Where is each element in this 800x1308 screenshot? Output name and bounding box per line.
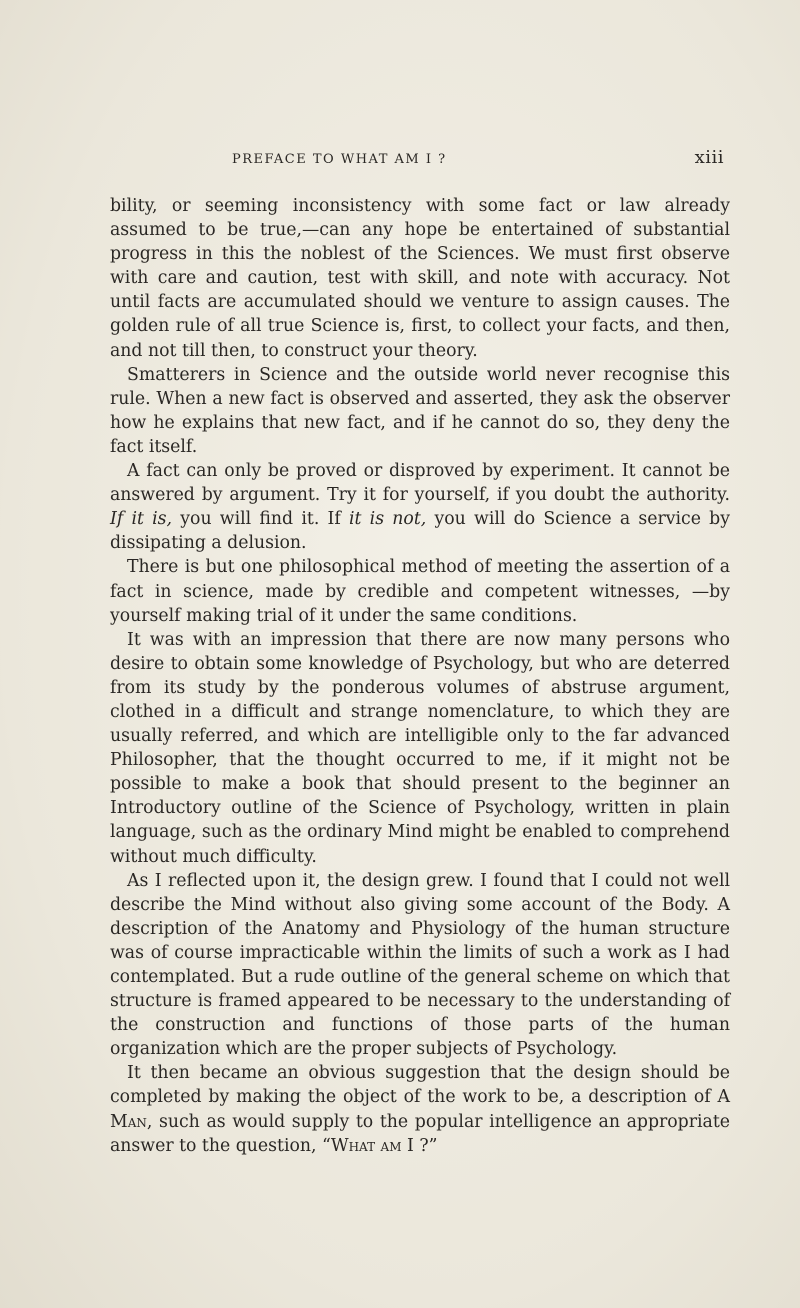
paragraph-text: you will do Science a service by dissipating a delusion. [110, 509, 730, 554]
paragraph-text: you will find it. If [172, 509, 349, 530]
body-text [110, 194, 730, 1158]
running-head: preface to what am i ? [232, 146, 447, 168]
paragraph-text: A fact can only be proved or disproved by experiment. It cannot be answered by argument. Try it for yourself, if you doubt the authority. [110, 461, 730, 506]
italic-phrase: If it is, [110, 509, 173, 530]
paragraph-experiment [110, 459, 730, 555]
paragraph-suggestion [110, 1061, 730, 1157]
paragraph-continuation: bility, or seeming inconsistency with some fact or law already assumed to be true,—can any hope be entertained of substantial progress in this the noblest of the Sciences. We must first observe with care and caution, test with skill, and note with accuracy. Not until facts are accumulated should we venture to assign causes. The golden rule of all true Science is, first, to collect your facts, and then, and not till then, to construct your theory. [110, 196, 730, 361]
paragraph-text: , such as would supply to the popular intelligence an appropriate answer to the question, “ [110, 1111, 730, 1156]
page-header [232, 146, 724, 176]
paragraph-impression: It was with an impression that there are now many persons who desire to obtain some knowledge of Psychology, but who are deterred from its study by the ponderous volumes of abstruse argument, clothed in a difficult and strange nomenclature, to which they are usually referred, and which are intelligible only to the far advanced Philosopher, that the thought occurred to me, if it might not be possible to make a book that should present to the beginner an Introductory outline of the Science of Psychology, written in plain language, such as the ordinary Mind might be enabled to comprehend without much difficulty. [110, 629, 730, 867]
paragraph-text: It then became an obvious suggestion that the design should be completed by making the object of the work to be, a description of [110, 1063, 730, 1108]
page-number: xiii [694, 147, 724, 168]
small-caps-phrase: A Man [110, 1087, 730, 1132]
small-caps-phrase: What am I ? [330, 1135, 429, 1156]
paragraph-design: As I reflected upon it, the design grew. I found that I could not well describe the Mind without also giving some account of the Body. A description of the Anatomy and Physiology of the human structure was of course impracticable within the limits of such a work as I had contemplated. But a rude outline of the general scheme on which that structure is framed appeared to be necessary to the understanding of the construction and functions of those parts of the human organization which are the proper subjects of Psychology. [110, 870, 730, 1060]
paragraph-method: There is but one philosophical method of meeting the assertion of a fact in science, made by credible and competent witnesses, —by yourself making trial of it under the same conditions. [110, 557, 730, 626]
italic-phrase: it is not, [348, 509, 427, 530]
paragraph-smatterers: Smatterers in Science and the outside world never recognise this rule. When a new fact is observed and asserted, they ask the observer how he explains that new fact, and if he cannot do so, they deny the fact itself. [110, 364, 730, 457]
paragraph-text: ” [428, 1135, 438, 1156]
